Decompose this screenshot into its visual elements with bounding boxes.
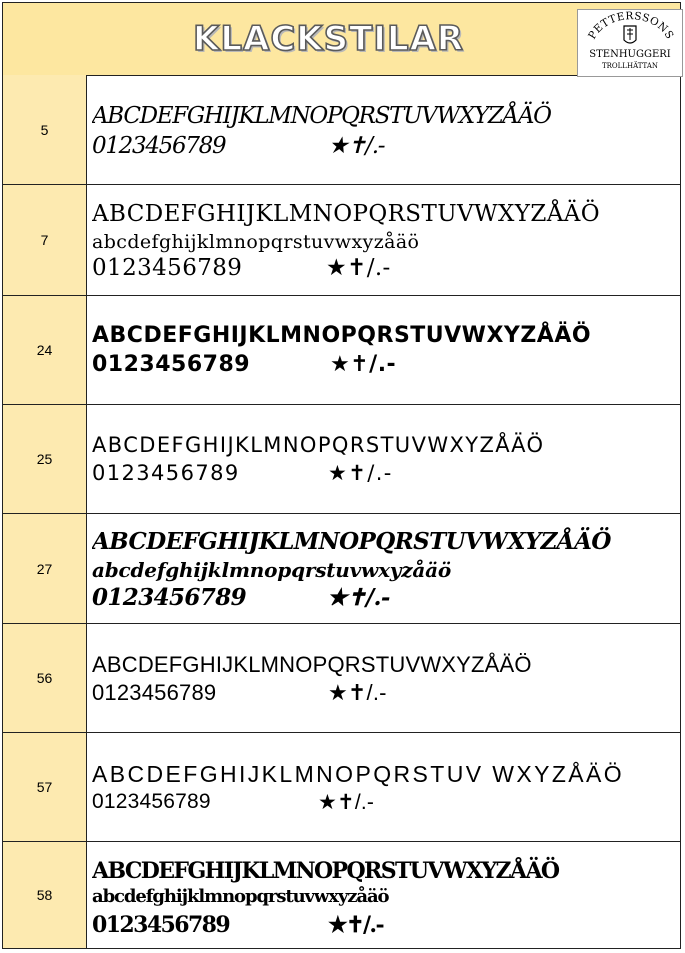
sample-uppercase: ABCDEFGHIJKLMNOPQRSTUV WXYZÅÄÖ [92,761,625,787]
logo-arc-text: PETTERSSONS [586,10,676,42]
header-bar [3,3,680,76]
logo-line-stenhuggeri: STENHUGGERI [589,49,671,60]
font-number: 56 [3,624,87,732]
sample-lowercase: abcdefghijklmnopqrstuvwxyzåäö [92,558,452,582]
font-row-5 [3,75,680,185]
font-number: 24 [3,296,87,404]
font-sample [92,75,676,184]
font-number: 58 [3,842,87,948]
sample-uppercase: ABCDEFGHIJKLMNOPQRSTUVWXYZÅÄÖ [92,201,601,227]
page-title: KLACKSTILAR [193,19,465,59]
company-logo [577,9,683,77]
sample-digits: 0123456789 [92,680,217,705]
sample-uppercase: ABCDEFGHIJKLMNOPQRSTUVWXYZÅÄÖ [92,858,559,884]
sample-uppercase: ABCDEFGHIJKLMNOPQRSTUVWXYZÅÄÖ [92,323,592,348]
sample-symbols: ★✝/.- [318,791,375,814]
font-sample [92,733,676,841]
sample-symbols: ★✝/.- [326,255,391,281]
sample-symbols: ★✝/.- [328,461,393,485]
font-row-7 [3,185,680,296]
sample-digits: 0123456789 [92,352,251,377]
font-number: 27 [3,514,87,623]
font-number: 5 [3,75,87,184]
sample-uppercase: ABCDEFGHIJKLMNOPQRSTUVWXYZÅÄÖ [92,528,611,555]
font-sample [92,514,676,623]
font-row-56 [3,624,680,733]
sample-uppercase: ABCDEFGHIJKLMNOPQRSTUVWXYZÅÄÖ [92,433,545,457]
font-number: 57 [3,733,87,841]
font-row-27 [3,514,680,624]
sample-digits: 0123456789 [92,133,226,159]
font-row-58 [3,842,680,949]
font-number: 25 [3,405,87,513]
font-sample [92,405,676,513]
sample-uppercase: ABCDEFGHIJKLMNOPQRSTUVWXYZÅÄÖ [92,652,532,677]
sample-digits: 0123456789 [92,912,230,938]
sample-digits: 0123456789 [92,584,247,611]
sample-digits: 0123456789 [92,255,243,281]
font-sample [92,296,676,404]
emblem-icon [624,26,636,43]
sample-uppercase: ABCDEFGHIJKLMNOPQRSTUVWXYZÅÄÖ [92,103,551,129]
font-row-24 [3,296,680,405]
sample-digits: 0123456789 [92,790,211,813]
sample-symbols: ★✝/.- [327,584,390,611]
sample-symbols: ★✝/.- [328,912,383,938]
sample-lowercase: abcdefghijklmnopqrstuvwxyzåäö [92,886,389,907]
logo-line-town: TROLLHÄTTAN [601,62,659,70]
font-row-25 [3,405,680,514]
sample-symbols: ★✝/.- [330,352,397,377]
font-sample [92,624,676,732]
sample-lowercase: abcdefghijklmnopqrstuvwxyzåäö [92,231,420,253]
font-sample [92,185,676,295]
font-sample [92,842,676,948]
sample-symbols: ★✝/.- [328,133,385,159]
sample-symbols: ★✝/.- [328,680,387,705]
sample-digits: 0123456789 [92,461,240,485]
font-row-57 [3,733,680,842]
font-number: 7 [3,185,87,295]
